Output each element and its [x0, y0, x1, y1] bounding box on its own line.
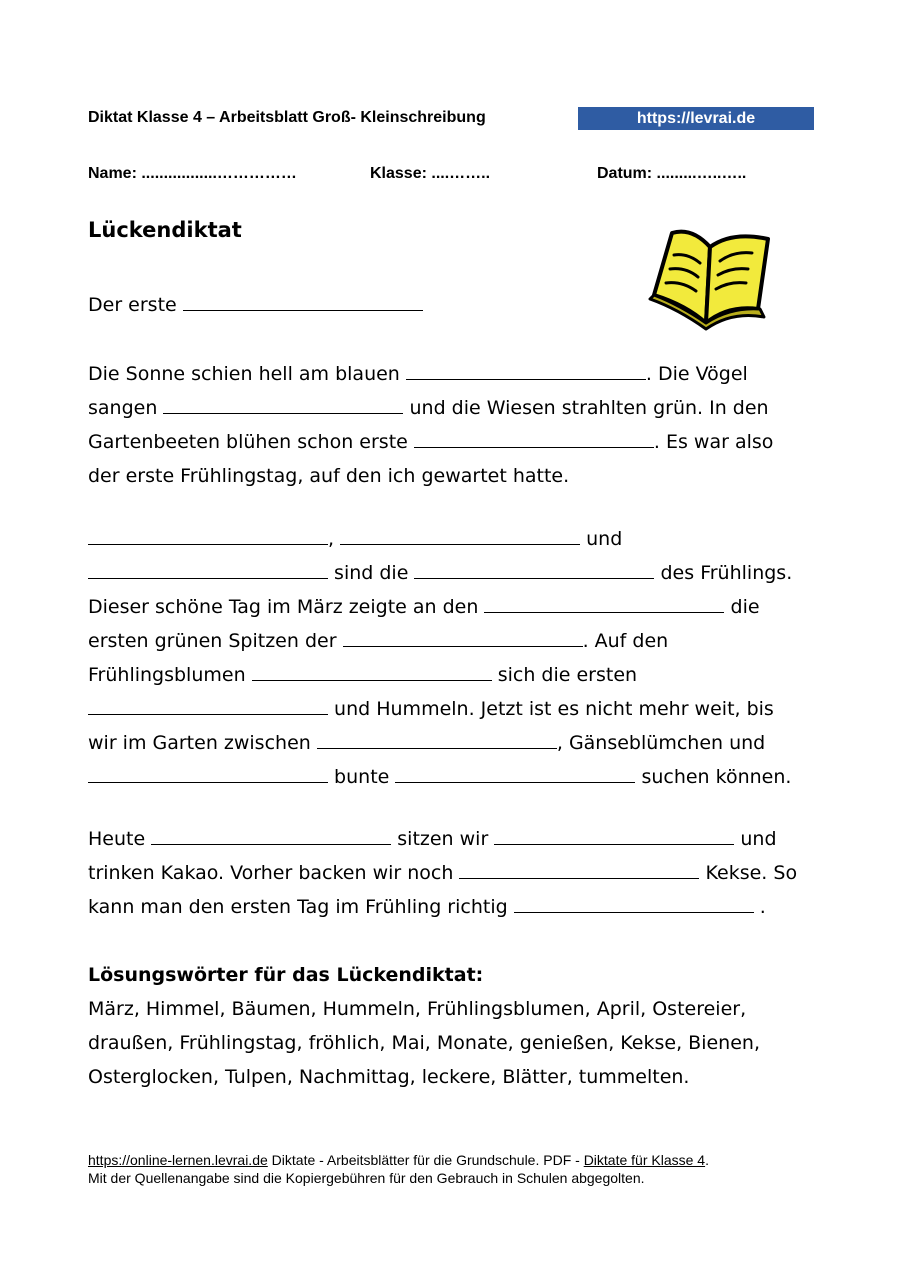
- footer: [88, 1151, 709, 1187]
- text-segment: Die Sonne schien hell am blauen: [88, 363, 400, 385]
- text-segment: Heute: [88, 828, 146, 850]
- text-segment: sich die ersten: [497, 664, 638, 686]
- solutions-heading: Lösungswörter für das Lückendiktat:: [88, 964, 484, 986]
- text-segment: wir im Garten zwischen: [88, 732, 311, 754]
- text-segment: die: [730, 596, 760, 618]
- text-segment: Kekse. So: [705, 862, 798, 884]
- text-segment: ,: [328, 528, 335, 550]
- text-segment: suchen können.: [641, 766, 792, 788]
- solutions-line: draußen, Frühlingstag, fröhlich, Mai, Monate, genießen, Kekse, Bienen,: [88, 1032, 760, 1054]
- text-segment: . Es war also: [653, 431, 774, 453]
- paragraph-2: [88, 522, 828, 794]
- text-segment: . Die Vögel: [645, 363, 748, 385]
- gap-blank[interactable]: [163, 395, 403, 414]
- site-badge[interactable]: https://levrai.de: [578, 107, 814, 130]
- text-segment: sitzen wir: [397, 828, 489, 850]
- text-segment: sangen: [88, 397, 158, 419]
- text-segment: bunte: [334, 766, 390, 788]
- gap-blank[interactable]: [414, 429, 654, 448]
- gap-blank[interactable]: [340, 526, 580, 545]
- text-segment: und die Wiesen strahlten grün. In den: [409, 397, 769, 419]
- gap-blank[interactable]: [514, 894, 754, 913]
- text-segment: und: [586, 528, 623, 550]
- gap-blank[interactable]: [151, 826, 391, 845]
- name-field: Name: .................……………: [88, 165, 297, 182]
- text-segment: kann man den ersten Tag im Frühling richtig: [88, 896, 508, 918]
- text-segment: trinken Kakao. Vorher backen wir noch: [88, 862, 454, 884]
- gap-blank[interactable]: [88, 696, 328, 715]
- gap-blank[interactable]: [252, 662, 492, 681]
- footer-link-levrai[interactable]: https://online-lernen.levrai.de: [88, 1152, 268, 1168]
- section-title: Lückendiktat: [88, 218, 242, 242]
- solutions-line: März, Himmel, Bäumen, Hummeln, Frühlingsblumen, April, Ostereier,: [88, 998, 747, 1020]
- text-segment: .: [759, 896, 766, 918]
- gap-blank[interactable]: [88, 560, 328, 579]
- subtitle-text: Der erste: [88, 294, 177, 316]
- text-segment: ersten grünen Spitzen der: [88, 630, 337, 652]
- gap-blank[interactable]: [183, 292, 423, 311]
- subtitle-line: [88, 288, 828, 322]
- gap-blank[interactable]: [459, 860, 699, 879]
- solutions-line: Osterglocken, Tulpen, Nachmittag, leckere, Blätter, tummelten.: [88, 1066, 690, 1088]
- text-segment: der erste Frühlingstag, auf den ich gewartet hatte.: [88, 465, 570, 487]
- text-segment: sind die: [334, 562, 409, 584]
- gap-blank[interactable]: [88, 764, 328, 783]
- gap-blank[interactable]: [494, 826, 734, 845]
- solutions-block: [88, 958, 828, 1094]
- footer-note: Mit der Quellenangabe sind die Kopiergebühren für den Gebrauch in Schulen abgegolten.: [88, 1170, 645, 1186]
- text-segment: . Auf den: [582, 630, 669, 652]
- paragraph-3: [88, 822, 828, 924]
- worksheet-title: Diktat Klasse 4 – Arbeitsblatt Groß- Kleinschreibung: [88, 109, 486, 126]
- class-field: Klasse: ....……..: [370, 165, 491, 182]
- text-segment: des Frühlings.: [660, 562, 793, 584]
- gap-blank[interactable]: [88, 526, 328, 545]
- gap-blank[interactable]: [406, 361, 646, 380]
- gap-blank[interactable]: [317, 730, 557, 749]
- gap-blank[interactable]: [395, 764, 635, 783]
- text-segment: Dieser schöne Tag im März zeigte an den: [88, 596, 479, 618]
- date-field: Datum: .........…..…..: [597, 165, 747, 182]
- paragraph-1: [88, 357, 828, 493]
- gap-blank[interactable]: [484, 594, 724, 613]
- text-segment: und Hummeln. Jetzt ist es nicht mehr weit, bis: [334, 698, 774, 720]
- gap-blank[interactable]: [343, 628, 583, 647]
- footer-link-diktate[interactable]: Diktate für Klasse 4: [583, 1152, 706, 1168]
- text-segment: Gartenbeeten blühen schon erste: [88, 431, 408, 453]
- text-segment: und: [740, 828, 777, 850]
- gap-blank[interactable]: [414, 560, 654, 579]
- footer-text: Diktate - Arbeitsblätter für die Grundschule. PDF -: [267, 1152, 584, 1168]
- text-segment: Frühlingsblumen: [88, 664, 246, 686]
- footer-text-end: .: [705, 1152, 709, 1168]
- text-segment: , Gänseblümchen und: [556, 732, 766, 754]
